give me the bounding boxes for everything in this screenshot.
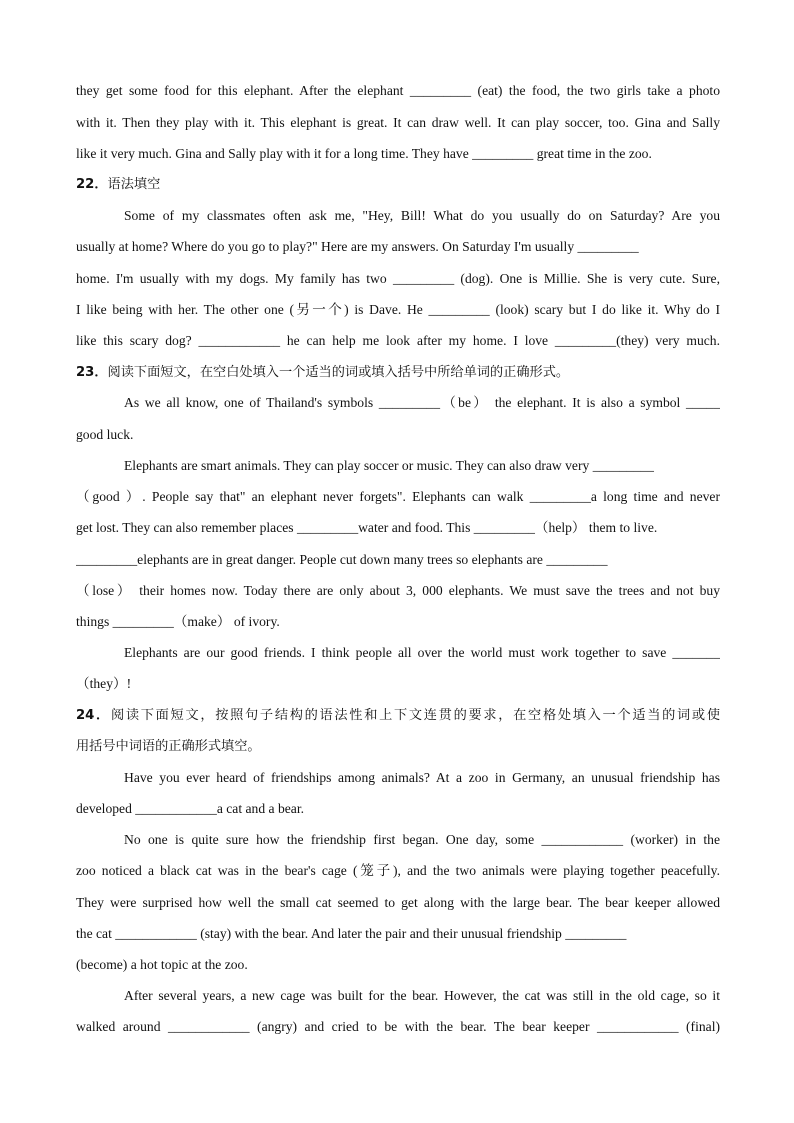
question-instruction: 语法填空 (107, 177, 161, 192)
text-line: After several years, a new cage was built for the bear. However, the cat was still in the old cage, so it (124, 988, 720, 1003)
question-heading (76, 363, 720, 383)
text-line: with it. Then they play with it. This elephant is great. It can draw well. It can play soccer, too. Gina and Sally (76, 115, 720, 130)
text-line: walked around ____________ (angry) and cried to be with the bear. The bear keeper ____________ (final) (76, 1019, 720, 1034)
text-line: the cat ____________ (stay) with the bear. And later the pair and their unusual friendship _________ (76, 926, 627, 941)
question-heading (76, 175, 720, 195)
text-line: Elephants are smart animals. They can play soccer or music. They can also draw very _________ (124, 458, 654, 473)
text-line: like it very much. Gina and Sally play with it for a long time. They have _________ great time in the zoo. (76, 146, 652, 161)
text-line: As we all know, one of Thailand's symbols _________（be） the elephant. It is also a symbol _____ (124, 395, 720, 410)
text-line: usually at home? Where do you go to play?" Here are my answers. On Saturday I'm usually _________ (76, 239, 639, 254)
text-line: _________elephants are in great danger. People cut down many trees so elephants are _________ (76, 552, 608, 567)
text-line: They were surprised how well the small cat seemed to get along with the large bear. The bear keeper allowed (76, 895, 720, 910)
text-line: like this scary dog? ____________ he can help me look after my home. I love _________(they) very much. (76, 333, 720, 348)
text-line: （lose） their homes now. Today there are only about 3, 000 elephants. We must save the trees and not buy (76, 583, 720, 598)
question-number: 22． (76, 177, 108, 192)
text-line: get lost. They can also remember places _________water and food. This _________（help） them to live. (76, 520, 658, 535)
question-number: 24． (76, 708, 111, 723)
question-heading (76, 706, 720, 726)
question-instruction: 阅读下面短文，在空白处填入一个适当的词或填入括号中所给单词的正确形式。 (107, 365, 570, 380)
text-line: they get some food for this elephant. After the elephant _________ (eat) the food, the two girls take a photo (76, 83, 720, 98)
text-line: Elephants are our good friends. I think people all over the world must work together to save _______ (124, 645, 720, 660)
text-line: home. I'm usually with my dogs. My family has two _________ (dog). One is Millie. She is very cute. Sure, (76, 271, 720, 286)
text-line: zoo noticed a black cat was in the bear's cage (笼子), and the two animals were playing together peacefully. (76, 863, 720, 878)
question-instruction: 用括号中词语的正确形式填空。 (76, 739, 261, 754)
text-line: I like being with her. The other one (另一个) is Dave. He _________ (look) scary but I do like it. Why do I (76, 302, 720, 317)
text-line: （good ）. People say that" an elephant never forgets". Elephants can walk _________a long time and never (76, 489, 720, 504)
text-line: things _________（make） of ivory. (76, 614, 280, 629)
question-instruction: 阅读下面短文，按照句子结构的语法性和上下文连贯的要求，在空格处填入一个适当的词或使 (110, 708, 720, 723)
text-line: good luck. (76, 427, 134, 442)
text-line: Some of my classmates often ask me, "Hey, Bill! What do you usually do on Saturday? Are you (124, 208, 720, 223)
text-line: （they）! (76, 676, 132, 691)
question-number: 23． (76, 365, 108, 380)
text-line: (become) a hot topic at the zoo. (76, 957, 248, 972)
text-line: No one is quite sure how the friendship first began. One day, some ____________ (worker) in the (124, 832, 720, 847)
text-line: Have you ever heard of friendships among animals? At a zoo in Germany, an unusual friendship has (124, 770, 720, 785)
question-heading (76, 737, 720, 757)
text-line: developed ____________a cat and a bear. (76, 801, 304, 816)
